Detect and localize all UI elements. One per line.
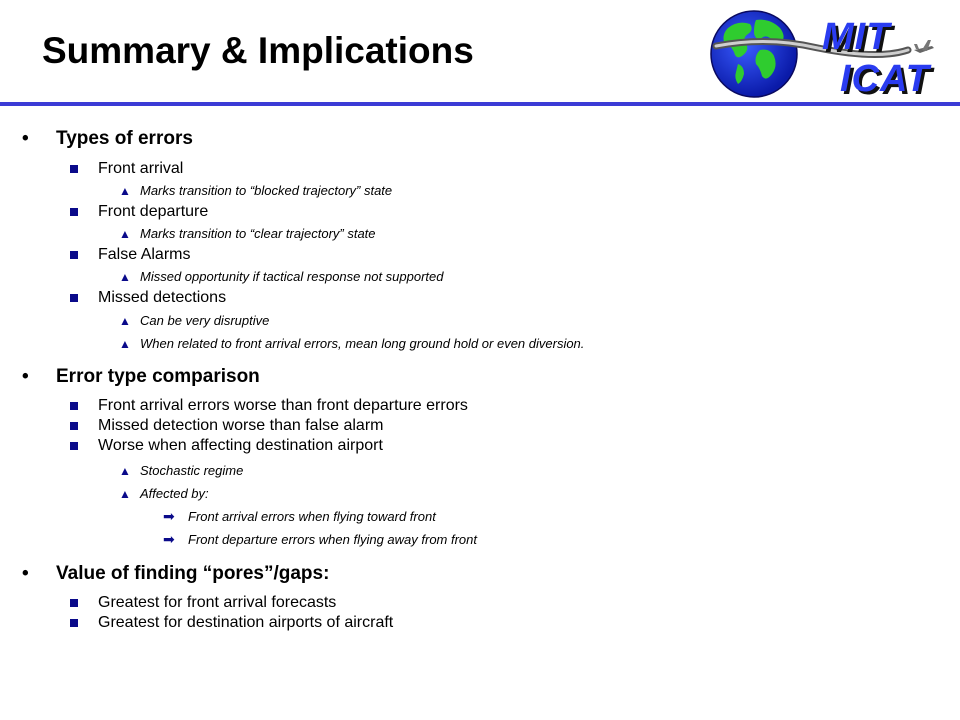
logo-text-icat: ICAT [840, 58, 930, 100]
slide-title: Summary & Implications [42, 30, 474, 71]
sub-list-item: ▲ Marks transition to “blocked trajectory” state [119, 183, 393, 198]
list-item: Worse when affecting destination airport [98, 437, 383, 455]
sub-sub-list-item: ➡ Front arrival errors when flying toward front [163, 508, 436, 524]
section-heading: • Value of finding “pores”/gaps: [22, 563, 330, 584]
section-heading: • Types of errors [22, 128, 193, 149]
list-item: False Alarms [98, 246, 190, 264]
list-item: Front arrival errors worse than front departure errors [98, 397, 468, 415]
sub-list-item: ▲ Affected by: [119, 486, 209, 501]
sub-list-item: ▲ Missed opportunity if tactical response not supported [119, 269, 444, 284]
arrow-bullet-icon: ➡ [163, 531, 175, 547]
square-bullet-icon [70, 165, 78, 173]
list-item: Front departure [98, 203, 208, 221]
bullet-dot-icon: • [22, 128, 29, 149]
logo-text-mit: MIT [822, 16, 891, 58]
square-bullet-icon [70, 251, 78, 259]
square-bullet-icon [70, 208, 78, 216]
sub-list-item: ▲ When related to front arrival errors, mean long ground hold or even diversion. [119, 336, 585, 351]
triangle-bullet-icon: ▲ [119, 184, 131, 198]
list-item: Missed detections [98, 289, 226, 307]
triangle-bullet-icon: ▲ [119, 487, 131, 501]
section-heading: • Error type comparison [22, 366, 260, 387]
square-bullet-icon [70, 422, 78, 430]
triangle-bullet-icon: ▲ [119, 464, 131, 478]
sub-list-item: ▲ Stochastic regime [119, 463, 244, 478]
bullet-dot-icon: • [22, 366, 29, 387]
list-item: Front arrival [98, 160, 183, 178]
arrow-bullet-icon: ➡ [163, 508, 175, 524]
triangle-bullet-icon: ▲ [119, 314, 131, 328]
triangle-bullet-icon: ▲ [119, 227, 131, 241]
list-item: Missed detection worse than false alarm [98, 417, 383, 435]
bullet-dot-icon: • [22, 563, 29, 584]
list-item: Greatest for front arrival forecasts [98, 594, 336, 612]
square-bullet-icon [70, 619, 78, 627]
square-bullet-icon [70, 402, 78, 410]
square-bullet-icon [70, 599, 78, 607]
sub-list-item: ▲ Marks transition to “clear trajectory” state [119, 226, 376, 241]
square-bullet-icon [70, 294, 78, 302]
list-item: Greatest for destination airports of aircraft [98, 614, 393, 632]
sub-sub-list-item: ➡ Front departure errors when flying away from front [163, 531, 478, 547]
square-bullet-icon [70, 442, 78, 450]
triangle-bullet-icon: ▲ [119, 270, 131, 284]
triangle-bullet-icon: ▲ [119, 337, 131, 351]
sub-list-item: ▲ Can be very disruptive [119, 313, 270, 328]
